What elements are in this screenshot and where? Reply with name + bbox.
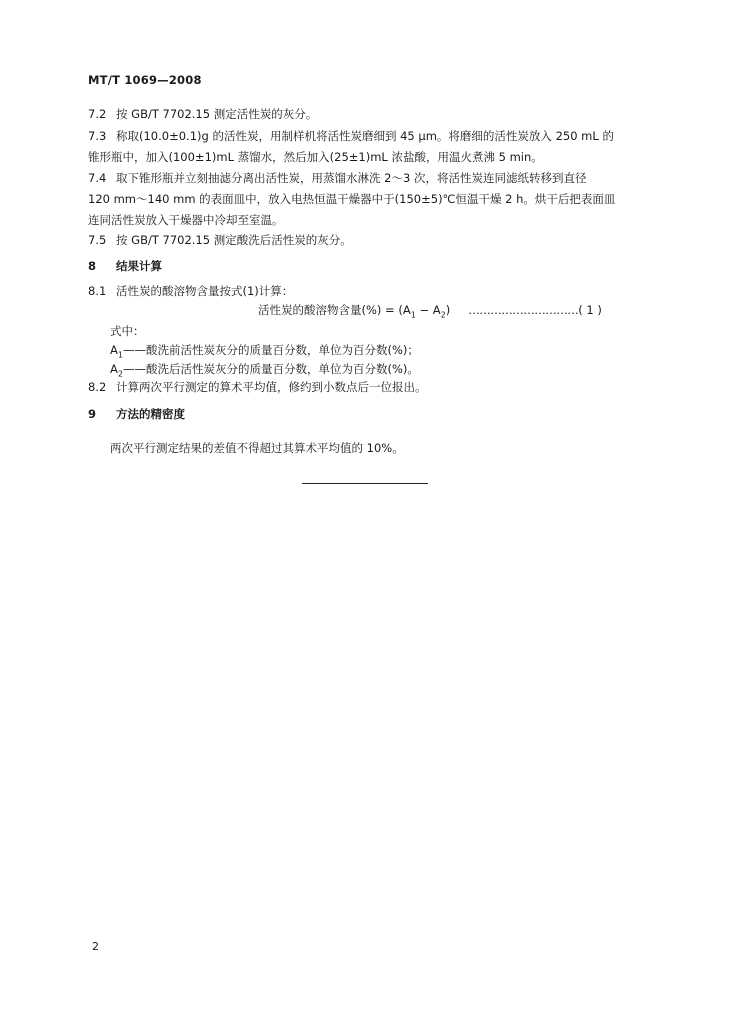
formula-sub-1: 1 <box>410 310 416 320</box>
formula-where: 式中： <box>110 324 145 338</box>
clause-7-4 <box>88 170 586 186</box>
clause-text: 计算两次平行测定的算术平均值，修约到小数点后一位报出。 <box>116 380 427 394</box>
section-9-heading <box>88 406 185 422</box>
formula-close: ) <box>445 303 451 317</box>
section-number: 9 <box>88 407 97 421</box>
clause-7-3 <box>88 128 614 144</box>
clause-text-line: 连同活性炭放入干燥器中冷却至室温。 <box>88 213 284 227</box>
clause-number: 7.4 <box>88 171 107 185</box>
formula-number: ( 1 ) <box>578 303 602 317</box>
clause-text: 活性炭的酸溶物含量按式(1)计算： <box>116 284 294 298</box>
clause-text-line: 120 mm～140 mm 的表面皿中，放入电热恒温干燥器中于(150±5)℃恒温干燥 2 h。烘干后把表面皿 <box>88 192 616 206</box>
formula-leader-dots: ………………………… <box>468 303 579 317</box>
clause-7-3-continued <box>88 149 543 165</box>
formula-minus: − A <box>415 303 441 317</box>
variable-subscript: 1 <box>117 350 123 360</box>
clause-number: 7.5 <box>88 233 107 247</box>
clause-text-line: 取下锥形瓶并立刻抽滤分离出活性炭，用蒸馏水淋洗 2～3 次，将活性炭连同滤纸转移到直径 <box>116 171 587 185</box>
clause-8-2 <box>88 379 427 395</box>
clause-text: 按 GB/T 7702.15 测定活性炭的灰分。 <box>116 107 318 121</box>
variable-symbol: A <box>110 362 118 376</box>
clause-7-4-continued <box>88 212 284 228</box>
section-number: 8 <box>88 259 97 273</box>
page-number: 2 <box>92 940 99 953</box>
clause-text-line: 称取(10.0±0.1)g 的活性炭，用制样机将活性炭磨细到 45 μm。将磨细的活性炭放入 250 mL 的 <box>116 129 614 143</box>
clause-text-line: 锥形瓶中，加入(100±1)mL 蒸馏水，然后加入(25±1)mL 浓盐酸，用温火煮沸 5 min。 <box>88 150 543 164</box>
section-title: 结果计算 <box>116 259 162 273</box>
clause-8-1 <box>88 283 293 299</box>
formula-sub-2: 2 <box>440 310 446 320</box>
end-rule <box>302 483 428 484</box>
clause-7-5 <box>88 232 352 248</box>
variable-symbol: A <box>110 343 118 357</box>
variable-description: ——酸洗后活性炭灰分的质量百分数，单位为百分数(%)。 <box>122 362 419 376</box>
clause-text: 按 GB/T 7702.15 测定酸洗后活性炭的灰分。 <box>116 233 352 247</box>
formula-1 <box>258 302 602 319</box>
clause-number: 8.2 <box>88 380 107 394</box>
clause-number: 7.3 <box>88 129 107 143</box>
clause-number: 8.1 <box>88 284 107 298</box>
standard-code-header: MT/T 1069—2008 <box>88 73 202 87</box>
formula-lhs: 活性炭的酸溶物含量(%) = (A <box>258 303 411 317</box>
section-8-heading <box>88 258 162 274</box>
clause-7-4-continued <box>88 191 615 207</box>
section-9-body: 两次平行测定结果的差值不得超过其算术平均值的 10%。 <box>110 441 404 455</box>
variable-subscript: 2 <box>117 369 123 379</box>
clause-7-2 <box>88 106 317 122</box>
section-title: 方法的精密度 <box>116 407 185 421</box>
variable-description: ——酸洗前活性炭灰分的质量百分数，单位为百分数(%)； <box>122 343 419 357</box>
clause-number: 7.2 <box>88 107 107 121</box>
